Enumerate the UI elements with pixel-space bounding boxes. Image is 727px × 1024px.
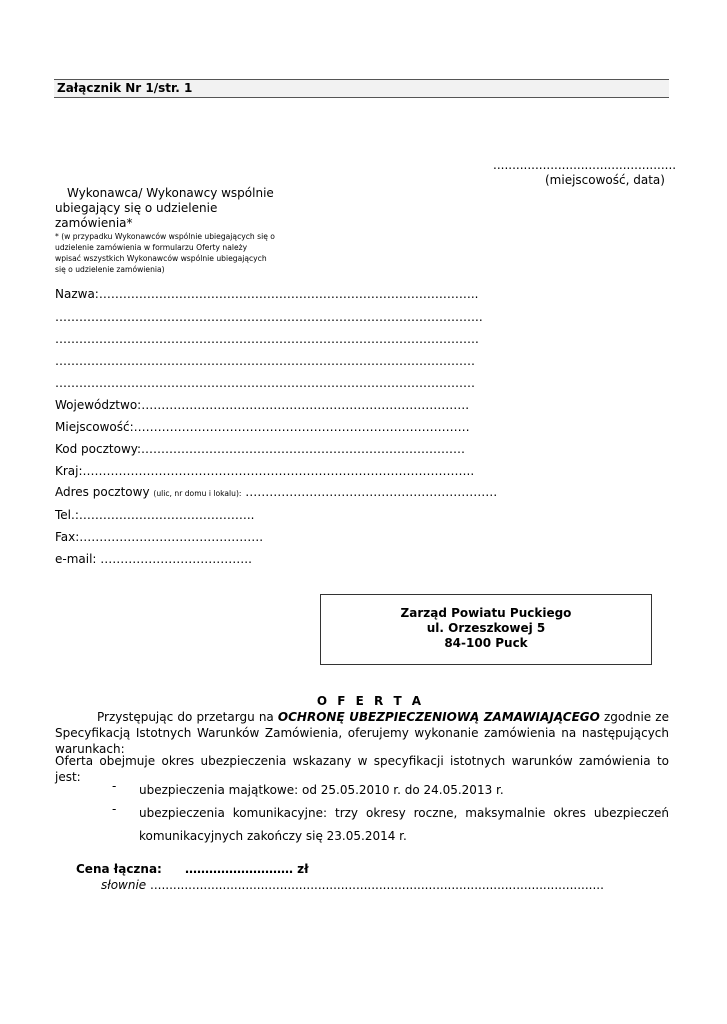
recipient-line-1: Zarząd Powiatu Puckiego <box>400 606 572 620</box>
offer-subject: OCHRONĘ UBEZPIECZENIOWĄ ZAMAWIAJĄCEGO <box>277 710 600 724</box>
field-postal-code[interactable]: Kod pocztowy:……………………………………………………………………… <box>55 442 466 456</box>
contractor-block <box>55 186 275 275</box>
place-date-label: (miejscowość, data) <box>545 173 665 187</box>
bullet-motor: ubezpieczenia komunikacyjne: trzy okresy roczne, maksymalnie okres ubezpieczeń komunikacyjnych zakończy się 23.05.2014 r. <box>139 806 669 843</box>
field-fax[interactable]: Fax:………………………………………. <box>55 530 264 544</box>
contractor-label: Wykonawca/ Wykonawcy wspólnie ubiegający się o udzielenie zamówienia* <box>55 186 274 230</box>
price-value-field[interactable]: ……………………… zł <box>185 862 309 876</box>
offer-paragraph-1 <box>55 709 669 757</box>
offer-p1-start: Przystępując do przetargu na <box>97 710 278 724</box>
address-label: Adres pocztowy <box>55 485 150 499</box>
recipient-address-box <box>320 594 652 665</box>
field-phone[interactable]: Tel.:…………………………………….. <box>55 508 255 522</box>
in-words-dots: ....................................................................................................................... <box>146 878 604 892</box>
field-voivodeship[interactable]: Województwo:………………………………………………………………………. <box>55 398 470 412</box>
offer-paragraph-2: Oferta obejmuje okres ubezpieczenia wskazany w specyfikacji istotnych warunków zamówienia to jest: <box>55 754 669 784</box>
field-line-4[interactable]: …………………………………………………………………………………………… <box>55 376 475 390</box>
address-dots: ……………………………………………………… <box>245 485 498 499</box>
contractor-note: * (w przypadku Wykonawców wspólnie ubiegających się o udzielenie zamówienia w formularzu Oferty należy wpisać wszystkich Wykonawców wspólnie ubiegających się o udzielenie zamówienia) <box>55 232 275 274</box>
price-label: Cena łączna: <box>76 862 162 876</box>
address-hint: (ulic, nr domu i lokalu): <box>153 489 242 498</box>
field-line-3[interactable]: …………………………………………………………………………………………… <box>55 354 475 368</box>
field-address[interactable] <box>55 485 497 499</box>
bullet-dash-1: - <box>112 779 117 793</box>
offer-p1-end: zgodnie ze Specyfikacją Istotnych Warunków Zamówienia, oferujemy wykonanie zamówienia na następujących warunkach: <box>55 710 669 756</box>
bullet-property: ubezpieczenia majątkowe: od 25.05.2010 r. do 24.05.2013 r. <box>139 783 504 797</box>
field-line-1[interactable]: …………………………………………………………………………………………….. <box>55 310 483 324</box>
field-line-2[interactable]: ……………………………………………………………………………………………. <box>55 332 479 346</box>
place-date-dots: ................................................ <box>493 158 677 172</box>
offer-title: O F E R T A <box>316 694 425 708</box>
price-in-words[interactable] <box>101 878 604 892</box>
bullet-dash-2: - <box>112 802 117 816</box>
recipient-line-2: ul. Orzeszkowej 5 <box>426 621 546 635</box>
attachment-title: Załącznik Nr 1/str. 1 <box>57 81 193 95</box>
in-words-label: słownie <box>101 878 147 892</box>
field-locality[interactable]: Miejscowość:………………………………………………………………………… <box>55 420 470 434</box>
field-name[interactable]: Nazwa:………………………………………………………………………………….. <box>55 287 479 301</box>
field-country[interactable]: Kraj:…………………………………………………………………………………….. <box>55 464 475 478</box>
field-email[interactable]: e-mail: ……………………………….. <box>55 552 252 566</box>
recipient-line-3: 84-100 Puck <box>444 636 528 650</box>
